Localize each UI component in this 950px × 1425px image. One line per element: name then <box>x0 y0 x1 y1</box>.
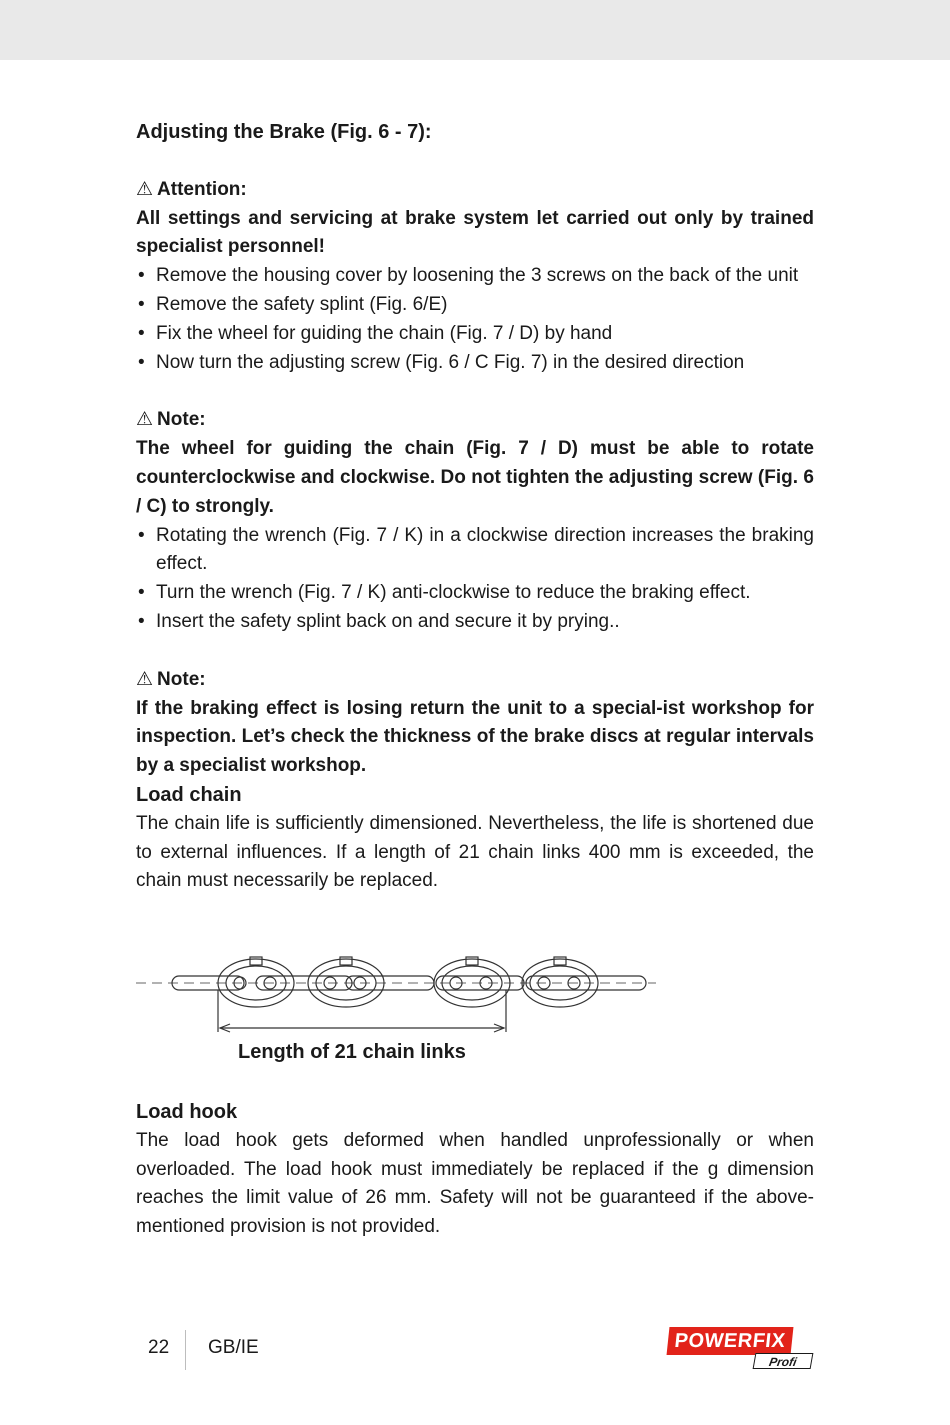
load-chain-text: The chain life is sufficiently dimensioned. Nevertheless, the life is shortened due to external influences. If a length of 21 chain links 400 mm is exceeded, the chain must necessarily be replaced. <box>136 812 814 892</box>
load-chain-title: Load chain <box>136 783 242 806</box>
brand-logo <box>668 1327 814 1371</box>
brake-section-title: Adjusting the Brake (Fig. 6 - 7): <box>136 121 432 143</box>
load-hook-title: Load hook <box>136 1101 238 1123</box>
list-item: • Now turn the adjusting screw (Fig. 6 / C Fig. 7) in the desired direction <box>136 349 814 378</box>
list-item: • Fix the wheel for guiding the chain (Fig. 7 / D) by hand <box>136 320 814 349</box>
note2-title <box>136 666 814 695</box>
attention-title-text: Attention: <box>157 178 247 200</box>
footer-divider <box>185 1330 186 1370</box>
logo-main-text: POWERFIX <box>667 1327 794 1355</box>
brake-section <box>136 118 814 896</box>
warning-triangle-icon: ⚠ <box>136 178 154 200</box>
steps-list <box>136 262 814 377</box>
load-hook-section <box>136 1098 814 1242</box>
attention-title <box>136 176 814 205</box>
list-item: • Insert the safety splint back on and secure it by prying.. <box>136 608 814 637</box>
note1-text: The wheel for guiding the chain (Fig. 7 / D) must be able to rotate counterclockwise and clockwise. Do not tighten the adjusting screw (Fig. 6 / C) to strongly. <box>136 438 814 517</box>
load-hook-text: The load hook gets deformed when handled unprofessionally or when overloaded. The load hook must immediately be replaced if the g dimension reaches the limit value of 26 mm. Safety will not be guaranteed if the above-mentioned provision is not provided. <box>136 1129 814 1238</box>
warning-triangle-icon: ⚠ <box>136 409 154 431</box>
page-number: 22 <box>148 1337 170 1358</box>
list-item: • Rotating the wrench (Fig. 7 / K) in a clockwise direction increases the braking effect. <box>136 522 814 580</box>
top-bar <box>0 0 950 60</box>
list-item: • Remove the housing cover by loosening the 3 screws on the back of the unit <box>136 262 814 291</box>
region-label: GB/IE <box>208 1337 259 1358</box>
steps2-list <box>136 522 814 637</box>
note2-text: If the braking effect is losing return the unit to a special-ist workshop for inspection. Let’s check the thickness of the brake discs at regular intervals by a specialist workshop. <box>136 697 814 777</box>
note1-title-text: Note: <box>157 409 206 431</box>
note1-title <box>136 406 814 435</box>
list-item: • Turn the wrench (Fig. 7 / K) anti-clockwise to reduce the braking effect. <box>136 579 814 608</box>
note2-title-text: Note: <box>157 668 206 690</box>
logo-sub-text: Profi <box>753 1353 814 1369</box>
chain-diagram <box>136 948 656 1043</box>
warning-triangle-icon: ⚠ <box>136 668 154 690</box>
chain-diagram-caption: Length of 21 chain links <box>238 1041 466 1063</box>
list-item: • Remove the safety splint (Fig. 6/E) <box>136 291 814 320</box>
attention-text: All settings and servicing at brake system let carried out only by trained specialist personnel! <box>136 207 814 258</box>
